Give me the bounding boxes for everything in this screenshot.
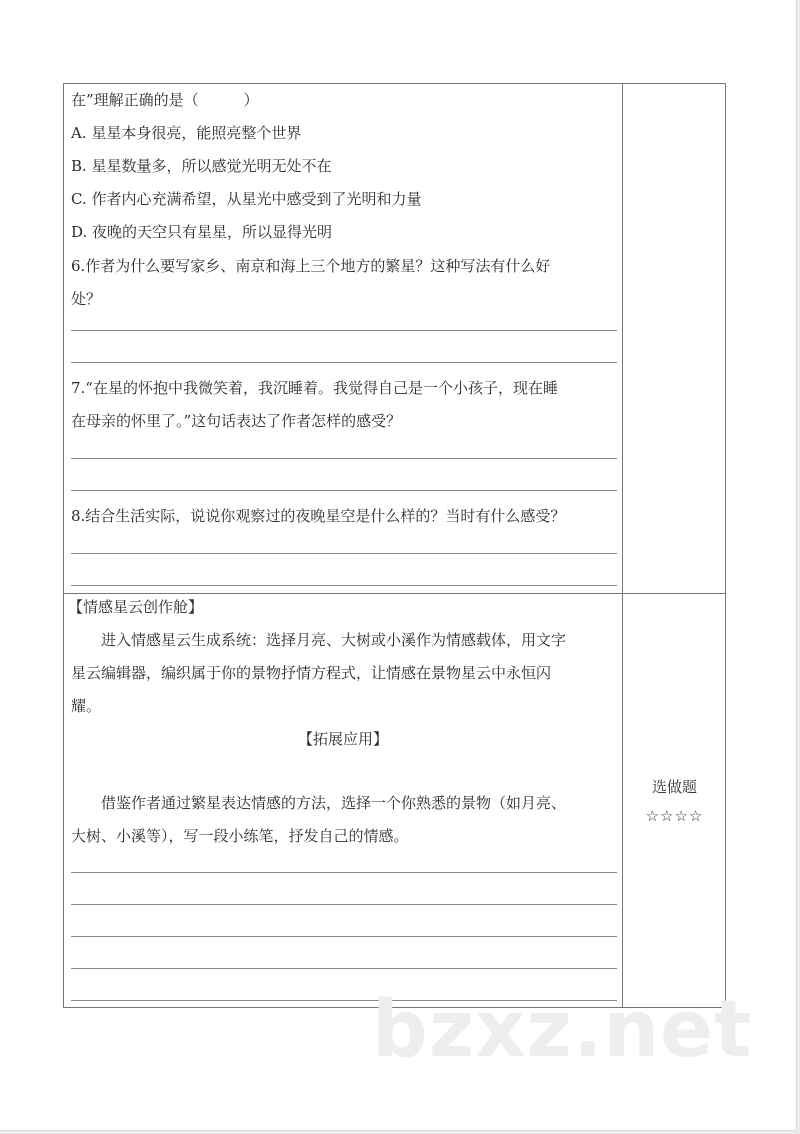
q6-text-line2: 处？ xyxy=(71,290,102,308)
extension-prompt-line1: 借鉴作者通过繁星表达情感的方法，选择一个你熟悉的景物（如月亮、 xyxy=(101,794,567,812)
row-divider xyxy=(64,593,725,594)
watermark: bzxz.net xyxy=(372,985,753,1075)
writing-line-1[interactable] xyxy=(71,872,617,873)
column-divider xyxy=(622,84,623,1007)
writing-line-2[interactable] xyxy=(71,904,617,905)
q8-text-line1: 8.结合生活实际，说说你观察过的夜晚星空是什么样的？当时有什么感受？ xyxy=(71,507,566,525)
q5-option-d[interactable]: D. 夜晚的天空只有星星，所以显得光明 xyxy=(71,223,333,241)
writing-line-3[interactable] xyxy=(71,936,617,937)
worksheet-table xyxy=(63,83,726,1008)
q6-answer-line-1[interactable] xyxy=(71,330,617,331)
q6-answer-line-2[interactable] xyxy=(71,362,617,363)
q5-stem-tail: 在”理解正确的是（ ） xyxy=(71,91,259,109)
creation-para-line2: 星云编辑器，编织属于你的景物抒情方程式，让情感在景物星云中永恒闪 xyxy=(71,664,552,682)
creation-para-line3: 耀。 xyxy=(71,697,102,715)
extension-heading: 【拓展应用】 xyxy=(297,730,388,748)
q5-option-a[interactable]: A. 星星本身很亮，能照亮整个世界 xyxy=(71,124,302,142)
q8-answer-line-2[interactable] xyxy=(71,585,617,586)
q8-answer-line-1[interactable] xyxy=(71,553,617,554)
optional-label: 选做题 xyxy=(651,778,697,796)
q6-text-line1: 6.作者为什么要写家乡、南京和海上三个地方的繁星？这种写法有什么好 xyxy=(71,257,551,275)
creation-para-line1: 进入情感星云生成系统：选择月亮、大树或小溪作为情感载体，用文字 xyxy=(101,631,567,649)
q5-option-b[interactable]: B. 星星数量多，所以感觉光明无处不在 xyxy=(71,157,332,175)
q7-answer-line-1[interactable] xyxy=(71,458,617,459)
extension-prompt-line2: 大树、小溪等），写一段小练笔，抒发自己的情感。 xyxy=(71,827,409,845)
q7-text-line2: 在母亲的怀里了。”这句话表达了作者怎样的感受？ xyxy=(71,412,402,430)
writing-line-4[interactable] xyxy=(71,968,617,969)
q7-text-line1: 7.“在星的怀抱中我微笑着，我沉睡着。我觉得自己是一个小孩子，现在睡 xyxy=(71,379,558,397)
creation-heading: 【情感星云创作舱】 xyxy=(68,598,204,616)
difficulty-stars-icon: ☆☆☆☆ xyxy=(645,807,704,825)
q7-answer-line-2[interactable] xyxy=(71,490,617,491)
q5-option-c[interactable]: C. 作者内心充满希望，从星光中感受到了光明和力量 xyxy=(71,190,422,208)
